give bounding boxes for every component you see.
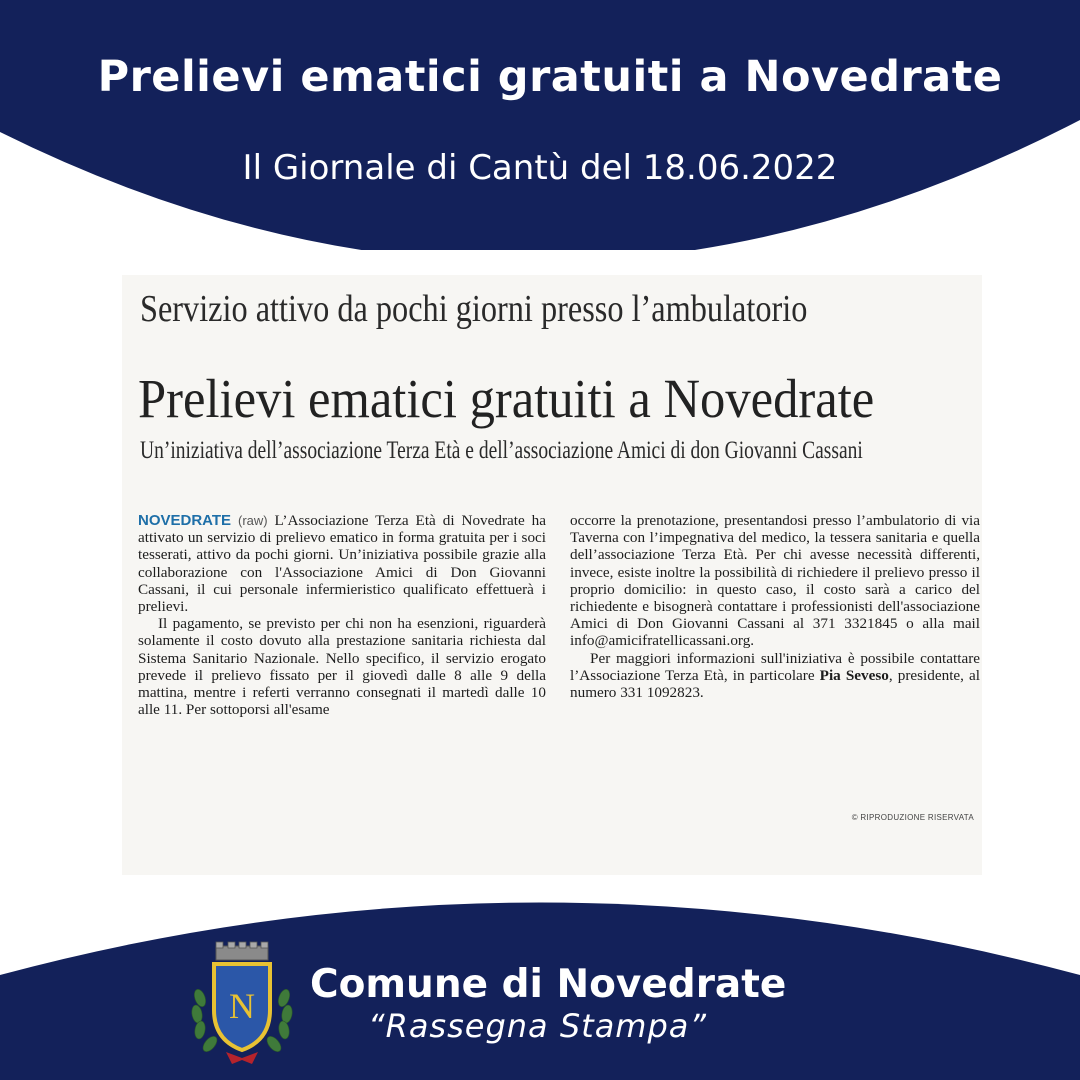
article-paragraph: occorre la prenotazione, presentandosi presso l’ambulatorio di via Taverna con l’impegnativa del medico, la tessera sanitaria e quella dell’associazione Terza Età. Per chi avesse necessità differenti, invece, esiste inoltre la possibilità di richiedere il prelievo presso il proprio domicilio: in questo caso, il costo sarà a carico del richiedente e bisognerà contattare i professionisti dell'associazione Amici di Don Giovanni Cassani al 371 3321845 o alla mail info@amicifratellicassani.org.	[570, 512, 980, 650]
article-kicker: Servizio attivo da pochi giorni presso l’ambulatorio	[140, 288, 808, 330]
newspaper-clipping	[122, 275, 982, 875]
footer-subtitle: “Rassegna Stampa”	[368, 1007, 707, 1045]
header-banner	[0, 0, 1080, 250]
article-column-2	[570, 512, 980, 701]
contact-name: Pia Seveso	[819, 666, 889, 684]
source-and-date: Il Giornale di Cantù del 18.06.2022	[242, 148, 838, 188]
article-paragraph	[138, 512, 546, 615]
footer-title: Comune di Novedrate	[310, 962, 787, 1007]
article-byline: (raw)	[238, 513, 268, 528]
municipal-crest-icon	[186, 940, 298, 1065]
article-headline: Prelievi ematici gratuiti a Novedrate	[138, 368, 875, 429]
article-paragraph: Il pagamento, se previsto per chi non ha esenzioni, riguarderà solamente il costo dovuto alla prestazione sanitaria richiesta dal Sistema Sanitario Nazionale. Nello specifico, il servizio erogato prevede il prelievo fissato per il giovedì dalle 8 alle 9 della mattina, mentre i referti verranno consegnati il martedì dalle 10 alle 11. Per sottoporsi all'esame	[138, 615, 546, 719]
article-dateline: NOVEDRATE	[138, 512, 232, 529]
page-title: Prelievi ematici gratuiti a Novedrate	[97, 52, 1003, 102]
copyright-notice: © RIPRODUZIONE RISERVATA	[851, 813, 974, 822]
article-paragraph	[570, 650, 980, 702]
article-text: , presidente, al numero 331 1092823.	[570, 666, 981, 702]
article-column-1	[138, 512, 546, 718]
crest-letter: N	[229, 986, 255, 1026]
article-text: Per maggiori informazioni sull'iniziativa è possibile contattare l’Associazione Terza Età, in particolare	[570, 649, 980, 684]
article-text: L’Associazione Terza Età di Novedrate ha attivato un servizio di prelievo ematico in forma gratuita per i soci tesserati, attivo da pochi giorni. Un’iniziativa possibile grazie alla collaborazione con l'Associazione Amici di Don Giovanni Cassani, il cui personale infermieristico qualificato effettuerà i prelievi.	[138, 512, 546, 616]
article-deck: Un’iniziativa dell’associazione Terza Età e dell’associazione Amici di don Giovanni Cassani	[140, 437, 863, 464]
